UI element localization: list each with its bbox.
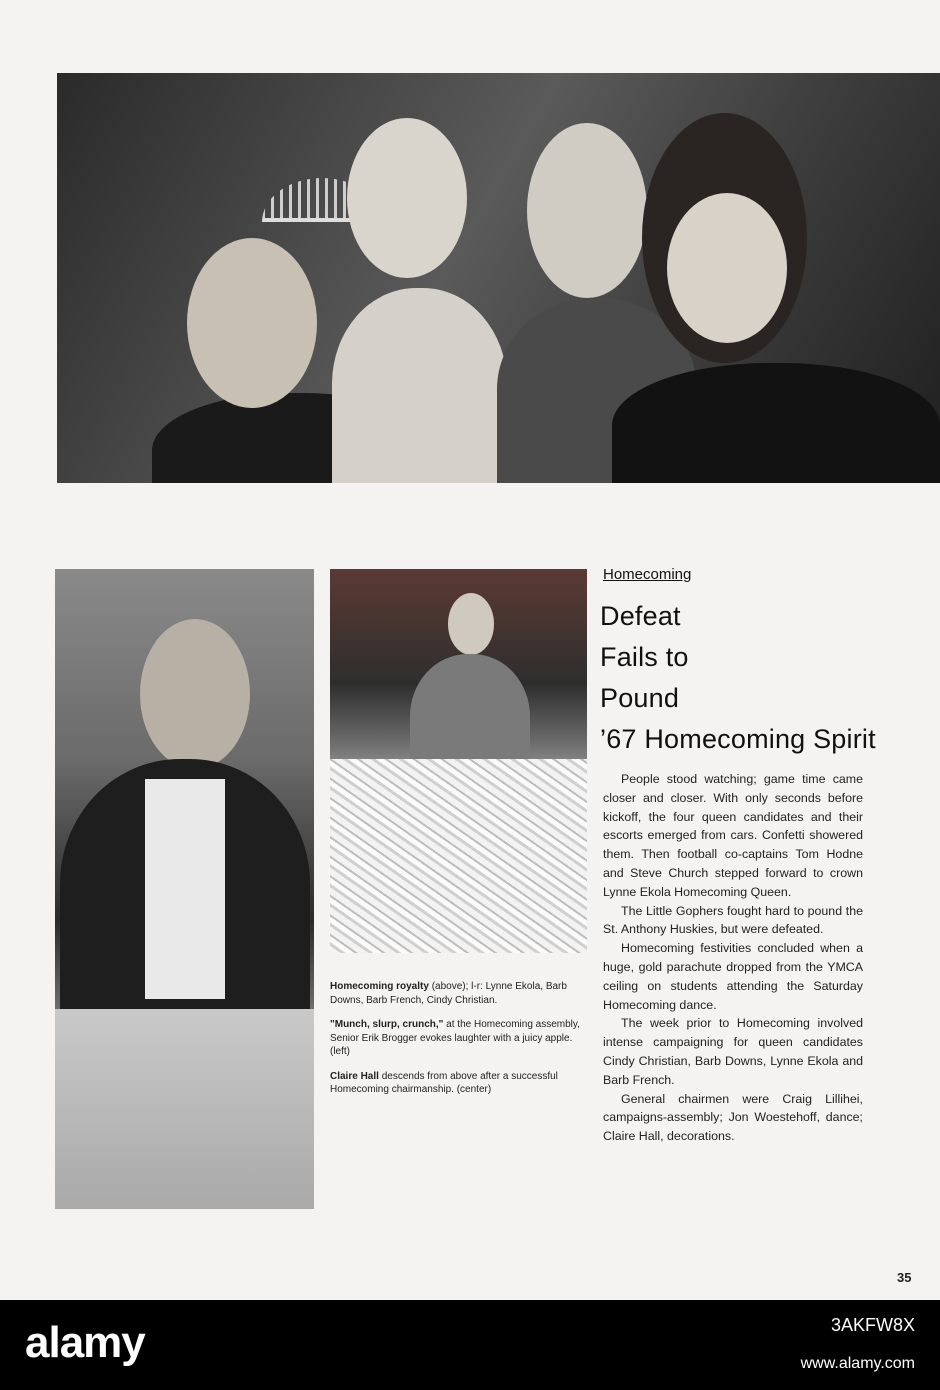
caption-claire: [330, 1070, 588, 1097]
claire-hall-photo: [330, 569, 587, 953]
site-url: www.alamy.com: [800, 1355, 915, 1372]
figure-2-head: [347, 118, 467, 278]
article-paragraph: General chairmen were Craig Lillihei, campaigns-assembly; Jon Woestehoff, dance; Claire Hall, decorations.: [603, 1091, 863, 1144]
caption-lead: "Munch, slurp, crunch,": [330, 1019, 444, 1030]
caption-text: descends from above after a successful Homecoming chairmanship. (center): [330, 1070, 558, 1095]
figure-4-face: [667, 193, 787, 343]
section-kicker: Homecoming: [603, 566, 692, 583]
article-paragraph: The week prior to Homecoming involved intense campaigning for queen candidates Cindy Christian, Barb Downs, Lynne Ekola and Barb French.: [603, 1016, 863, 1087]
headline-line-1: Defeat: [600, 601, 681, 631]
headline-line-4: ’67 Homecoming Spirit: [600, 724, 876, 754]
article-body: [603, 770, 863, 1146]
boy-head: [140, 619, 250, 769]
photo-captions: [330, 980, 588, 1108]
figure-1-head: [187, 238, 317, 408]
podium: [55, 1009, 314, 1209]
headline-line-2: Fails to: [600, 642, 689, 672]
image-id: 3AKFW8X: [830, 1315, 915, 1335]
caption-lead: Claire Hall: [330, 1070, 379, 1082]
erik-brogger-photo: [55, 569, 314, 1209]
figure-3-head: [527, 123, 647, 298]
figure-2-body: [332, 288, 507, 483]
article-paragraph: The Little Gophers fought hard to pound the St. Anthony Huskies, but were defeated.: [603, 903, 863, 937]
headline: [600, 596, 900, 760]
caption-text: (above); l-r: Lynne Ekola, Barb Downs, Barb French, Cindy Christian.: [330, 981, 567, 1006]
watermark-strip: [0, 1300, 940, 1390]
headline-line-3: Pound: [600, 683, 680, 713]
alamy-logo: alamy: [25, 1318, 145, 1367]
girl-head: [448, 593, 494, 655]
caption-royalty: [330, 980, 588, 1007]
caption-lead: Homecoming royalty: [330, 981, 429, 992]
page-number: 35: [897, 1270, 912, 1285]
article-paragraph: People stood watching; game time came closer and closer. With only seconds before kickoff, the four queen candidates and their escorts emerged from cars. Confetti showered them. Then football co-captains Tom Hodne and Steve Church stepped forward to crown Lynne Ekola Homecoming Queen.: [603, 772, 863, 899]
figure-4-body: [612, 363, 940, 483]
confetti-pile: [330, 759, 587, 953]
caption-munch: [330, 1018, 588, 1059]
caption-text: at the Homecoming assembly, Senior Erik Brogger evokes laughter with a juicy apple. (left): [330, 1019, 580, 1057]
article-paragraph: Homecoming festivities concluded when a huge, gold parachute dropped from the YMCA ceiling on students attending the Saturday Homecoming dance.: [603, 941, 863, 1012]
homecoming-royalty-photo: [57, 73, 940, 483]
shirt: [145, 779, 225, 999]
